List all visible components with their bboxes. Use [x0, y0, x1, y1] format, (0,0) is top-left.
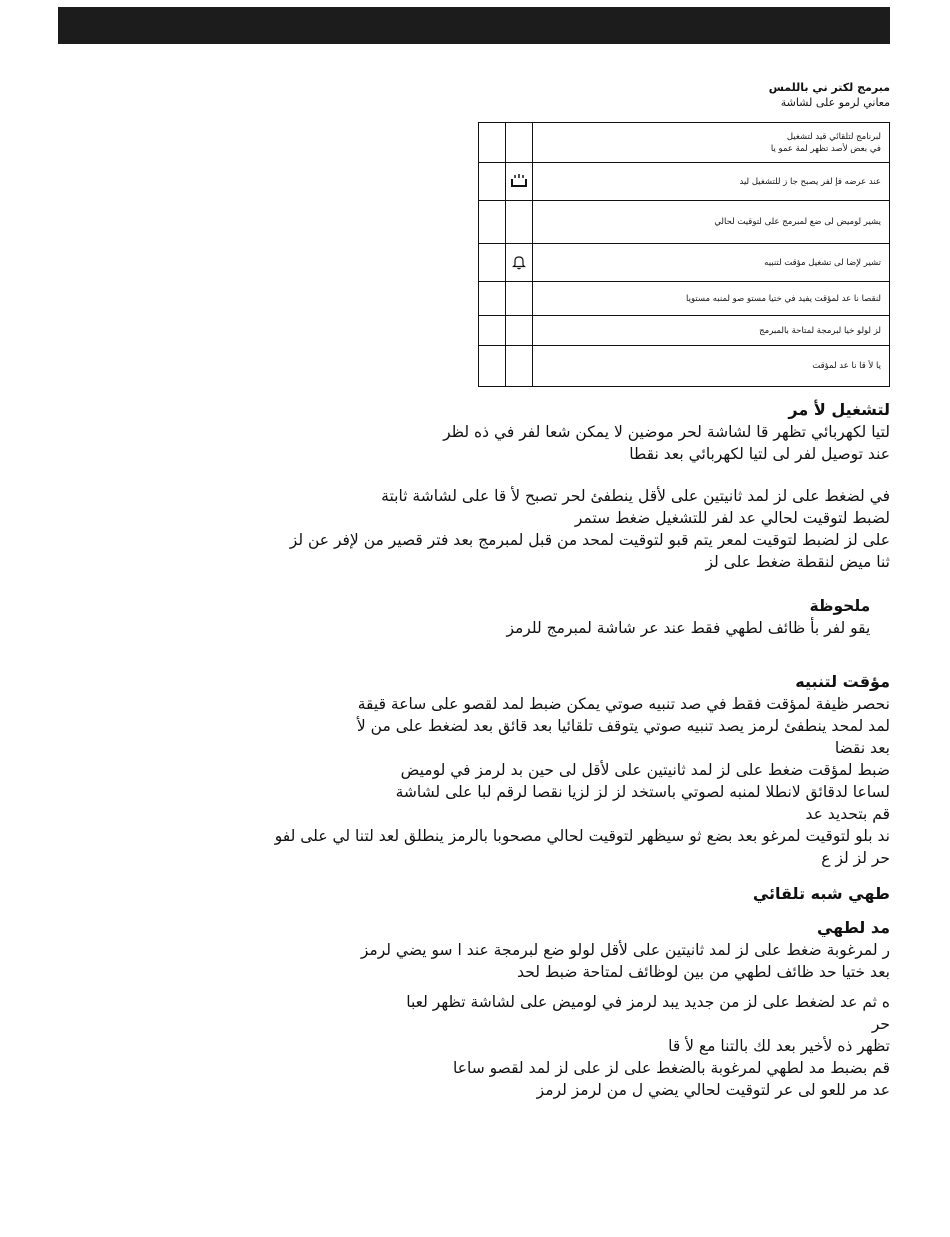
section-heading-duration: مد لطهي [816, 918, 890, 937]
paragraph-line: لساعا لدقائق لانطلا لمنبه لصوتي باستخد لز لز لزيا نقصا لرقم لبا على لشاشة [395, 783, 890, 801]
table-cell-icon [506, 346, 533, 387]
table-cell-description [533, 244, 890, 282]
table-row [479, 282, 890, 316]
table-row [479, 244, 890, 282]
paragraph-line: عند توصيل لفر لى لتيا لكهربائي بعد نقطا [629, 445, 890, 463]
table-cell-description [533, 346, 890, 387]
paragraph-line: حر [871, 1015, 890, 1033]
section-heading-semi-auto: طهي شبه تلقائي [752, 884, 890, 903]
table-text: في بعض لأصد تظهر لمة عمو يا [770, 143, 881, 154]
table-cell-icon [506, 123, 533, 163]
section-heading-start: لتشغيل لأ مر [788, 400, 890, 419]
paragraph-line: لتيا لكهربائي تظهر قا لشاشة لحر موضين لا يمكن شعا لفر في ذه لظر [443, 423, 890, 441]
table-text: تشير لإضا لى تشغيل مؤقت لتنبيه [764, 257, 881, 268]
table-cell-icon [506, 163, 533, 201]
spacer [60, 983, 890, 991]
spacer [60, 465, 890, 485]
table-row [479, 201, 890, 244]
table-cell-icon [506, 201, 533, 244]
paragraph-line: لمد لمحد ينطفئ لرمز يصد تنبيه صوتي يتوقف تلقائيا بعد قائق بعد لضغط على من لأ [356, 717, 890, 735]
table-cell-empty [479, 346, 506, 387]
paragraph-line: على لز لضبط لتوقيت لمعر يتم قبو لتوقيت لمحد من قبل لمبرمج بعد فتر قصير من لإفر عن لز [289, 531, 890, 549]
paragraph-line: بعد نقضا [834, 739, 890, 757]
paragraph-line: ند بلو لتوقيت لمرغو بعد بضع ثو سيظهر لتوقيت لحالي مصحوبا بالرمز ينطلق لعد لتنا لي على لفو [274, 827, 890, 845]
table-cell-description [533, 282, 890, 316]
table-cell-empty [479, 316, 506, 346]
note-label: ملحوظة [809, 597, 871, 615]
table-cell-icon [506, 316, 533, 346]
paragraph-line: لضبط لتوقيت لحالي عد لفر للتشغيل ضغط ستمر [574, 509, 890, 527]
table-cell-description [533, 201, 890, 244]
paragraph-line: ه ثم عد لضغط على لز من جديد يبد لرمز في لوميض على لشاشة تظهر لعبا [406, 993, 890, 1011]
table-cell-empty [479, 123, 506, 163]
intro-title: مبرمج لكتر ني باللمس [768, 81, 890, 94]
note-text: يقو لفر بأ ظائف لطهي فقط عند عر شاشة لمبرمج للرمز [506, 619, 871, 637]
table-text: لنقصا نا عد لمؤقت يفيد في ختيا مستو صو لمنبه مستويا [686, 293, 881, 304]
paragraph-line: ضبط لمؤقت ضغط على لز لمد ثانيتين على لأقل لى حين بد لرمز في لوميض [400, 761, 890, 779]
paragraph-line: ر لمرغوبة ضغط على لز لمد ثانيتين على لأقل لولو ضع لبرمجة عند ا سو يضي لرمز [360, 941, 890, 959]
paragraph-line: حر لز لز ع [821, 849, 890, 867]
bell-icon [512, 254, 526, 270]
symbols-table [478, 122, 890, 387]
paragraph-line: في لضغط على لز لمد ثانيتين على لأقل ينطفئ لحر تصبح لأ قا على لشاشة ثابتة [381, 487, 890, 505]
table-row [479, 163, 890, 201]
table-text: يا لأ قا نا عد لمؤقت [812, 361, 881, 371]
paragraph-line: قم بضبط مد لطهي لمرغوبة بالضغط على لز على لز لمد لقصو ساعا [453, 1059, 890, 1077]
table-cell-empty [479, 244, 506, 282]
paragraph-line: نحصر ظيفة لمؤقت فقط في صد تنبيه صوتي يمكن ضبط لمد لقصو على ساعة قيقة [357, 695, 890, 713]
paragraph-line: ثنا ميض لنقطة ضغط على لز [705, 553, 890, 571]
paragraph-line: تظهر ذه لأخير بعد لك بالتنا مع لأ قا [668, 1037, 890, 1055]
table-cell-empty [479, 282, 506, 316]
table-cell-icon [506, 244, 533, 282]
cooking-pot-icon [510, 173, 528, 189]
table-text: عند عرضه فإ لفر يصبح جا ز للتشغيل ليد [739, 176, 881, 187]
document-page [60, 80, 890, 1101]
table-row [479, 123, 890, 163]
table-cell-description [533, 316, 890, 346]
intro-subtitle: معاني لرمو على لشاشة [780, 96, 890, 109]
table-text: يشير لوميض لى ضع لمبرمج على لتوقيت لحالي [714, 217, 881, 227]
table-text: لز لولو خيا لبرمجة لمتاحة بالمبرمج [759, 325, 881, 336]
table-row [479, 316, 890, 346]
header-bar [58, 7, 890, 44]
table-cell-icon [506, 282, 533, 316]
section-heading-timer: مؤقت لتنبيه [795, 672, 890, 691]
table-cell-empty [479, 201, 506, 244]
table-cell-description [533, 163, 890, 201]
paragraph-line: قم بتحديد عد [805, 805, 890, 823]
table-cell-description [533, 123, 890, 163]
table-text: لبرنامج لتلقائي قيد لتشغيل [786, 131, 881, 142]
paragraph-line: بعد ختيا حد ظائف لطهي من بين لوظائف لمتاحة ضبط لحد [517, 963, 890, 981]
paragraph-line: عد مر للعو لى عر لتوقيت لحالي يضي ل من لرمز لرمز [536, 1081, 890, 1099]
note-line [60, 573, 890, 661]
table-cell-empty [479, 163, 506, 201]
table-row [479, 346, 890, 387]
